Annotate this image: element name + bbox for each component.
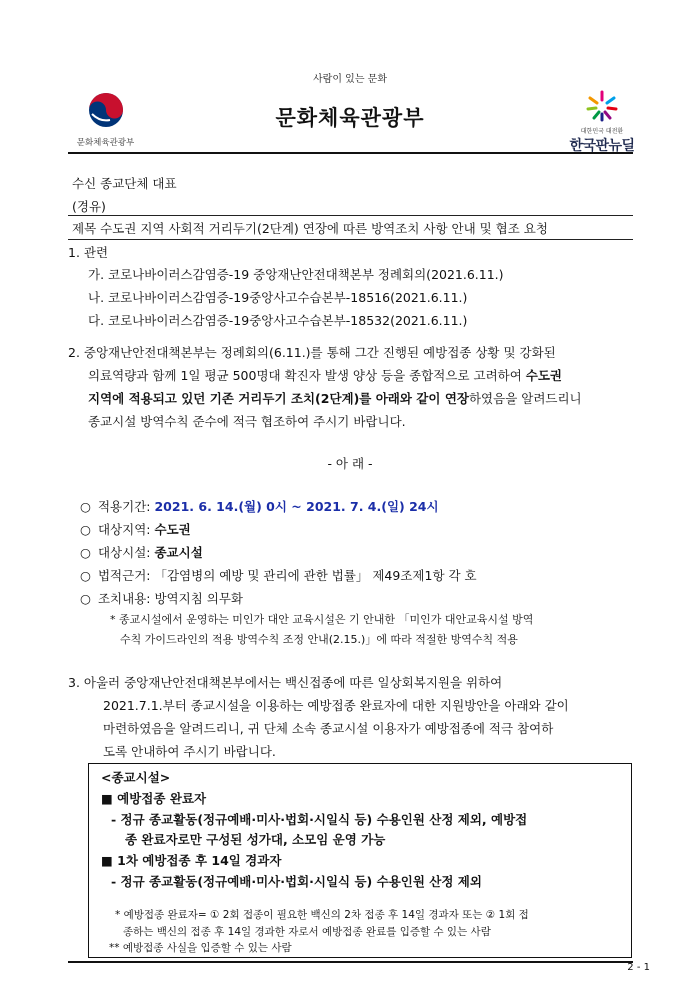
section2-line3-bold: 지역에 적용되고 있던 기존 거리두기 조치(2단계)를 아래와 같이 연장 xyxy=(88,391,469,406)
detail-legal xyxy=(80,566,477,584)
notice-title: - 아 래 - xyxy=(327,456,373,471)
section2-line3-text: 하였음을 알려드리니 xyxy=(468,391,582,406)
box-note1-line1: * 예방접종 완료자= ① 2회 접종이 필요한 백신의 2차 접종 후 14일 경과자 또는 ② 1회 접 xyxy=(115,909,529,921)
section2-line2 xyxy=(88,366,562,384)
detail-note-line2: 수칙 가이드라인의 적용 방역수칙 조정 안내(2.15.)」에 따라 적절한 방역수칙 적용 xyxy=(120,633,518,646)
section3-line3: 마련하였음을 알려드리니, 귀 단체 소속 종교시설 이용자가 예방접종에 적극 참여하 xyxy=(103,721,554,736)
circle-bullet-icon: ○ xyxy=(80,568,91,583)
ministry-title: 문화체육관광부 xyxy=(275,106,425,130)
detail-note-line1: * 종교시설에서 운영하는 미인가 대안 교육시설은 기 안내한 「미인가 대안교육시설 방역 xyxy=(110,613,534,626)
box-item1-title: ■ 예방접종 완료자 xyxy=(101,791,207,806)
new-deal-subtitle: 대한민국 대전환 xyxy=(580,128,624,135)
section3-line2: 2021.7.1.부터 종교시설을 이용하는 예방접종 완료자에 대한 지원방안을 아래와 같이 xyxy=(103,698,569,713)
section1-item: 나. 코로나바이러스감염증-19중앙사고수습본부-18516(2021.6.11.) xyxy=(88,290,468,305)
circle-bullet-icon: ○ xyxy=(80,545,91,560)
section1-heading: 1. 관련 xyxy=(68,245,109,260)
section1-item: 다. 코로나바이러스감염증-19중앙사고수습본부-18532(2021.6.11.) xyxy=(88,313,468,328)
section2-line2-bold: 수도권 xyxy=(525,368,563,383)
box-note1-line2: 종하는 백신의 접종 후 14일 경과한 자로서 예방접종 완료를 입증할 수 있는 사람 xyxy=(123,926,491,938)
legal-text: 법적근거: 「감염병의 예방 및 관리에 관한 법률」 제49조제1항 각 호 xyxy=(97,568,477,583)
period-value: 2021. 6. 14.(월) 0시 ~ 2021. 7. 4.(일) 24시 xyxy=(154,499,439,514)
period-label: 적용기간: xyxy=(97,499,155,514)
new-deal-logo xyxy=(562,88,642,155)
subject-divider xyxy=(68,239,633,240)
region-value: 수도권 xyxy=(154,522,191,537)
page-number: 2 - 1 xyxy=(627,962,650,973)
subject: 제목 수도권 지역 사회적 거리두기(2단계) 연장에 따른 방역조치 사항 안내 및 협조 요청 xyxy=(72,221,548,236)
section3-line1: 3. 아울러 중앙재난안전대책본부에서는 백신접종에 따른 일상회복지원을 위하여 xyxy=(68,675,503,690)
box-item1-line2: 종 완료자로만 구성된 성가대, 소모임 운영 가능 xyxy=(125,832,386,847)
box-item2-line1: - 정규 종교활동(정규예배·미사·법회·시일식 등) 수용인원 산정 제외 xyxy=(111,874,482,889)
section2-line3 xyxy=(88,389,582,407)
box-item2-title: ■ 1차 예방접종 후 14일 경과자 xyxy=(101,853,282,868)
meta-divider xyxy=(68,215,633,216)
new-deal-icon xyxy=(584,88,620,122)
via: (경유) xyxy=(72,199,106,214)
circle-bullet-icon: ○ xyxy=(80,499,91,514)
recipient: 수신 종교단체 대표 xyxy=(72,176,177,191)
religious-facility-box xyxy=(88,763,632,958)
box-item1-line1: - 정규 종교활동(정규예배·미사·법회·시일식 등) 수용인원 산정 제외, 예방접 xyxy=(111,812,528,827)
facility-label: 대상시설: xyxy=(97,545,155,560)
section2-line1: 2. 중앙재난안전대책본부는 정례회의(6.11.)를 통해 그간 진행된 예방접종 상황 및 강화된 xyxy=(68,345,556,360)
detail-facility xyxy=(80,543,203,561)
circle-bullet-icon: ○ xyxy=(80,591,91,606)
slogan: 사람이 있는 문화 xyxy=(313,74,387,85)
circle-bullet-icon: ○ xyxy=(80,522,91,537)
box-title: <종교시설> xyxy=(101,770,171,785)
ministry-logo-label: 문화체육관광부 xyxy=(76,138,135,148)
section1-item: 가. 코로나바이러스감염증-19 중앙재난안전대책본부 정례회의(2021.6.11.) xyxy=(88,267,504,282)
box-note2: ** 예방접종 사실을 입증할 수 있는 사람 xyxy=(109,942,292,954)
section2-line2-text: 의료역량과 함께 1일 평균 500명대 확진자 발생 양상 등을 종합적으로 고려하여 xyxy=(88,368,526,383)
new-deal-title: 한국판뉴딜 xyxy=(569,138,635,154)
section2-line4: 종교시설 방역수칙 준수에 적극 협조하여 주시기 바랍니다. xyxy=(88,414,406,429)
section3-line4: 도록 안내하여 주시기 바랍니다. xyxy=(103,744,276,759)
action-text: 조치내용: 방역지침 의무화 xyxy=(97,591,243,606)
header-divider xyxy=(68,152,633,154)
detail-period xyxy=(80,497,439,515)
region-label: 대상지역: xyxy=(97,522,155,537)
detail-region xyxy=(80,520,191,538)
facility-value: 종교시설 xyxy=(154,545,203,560)
detail-action xyxy=(80,589,243,607)
footer-divider xyxy=(68,961,633,963)
